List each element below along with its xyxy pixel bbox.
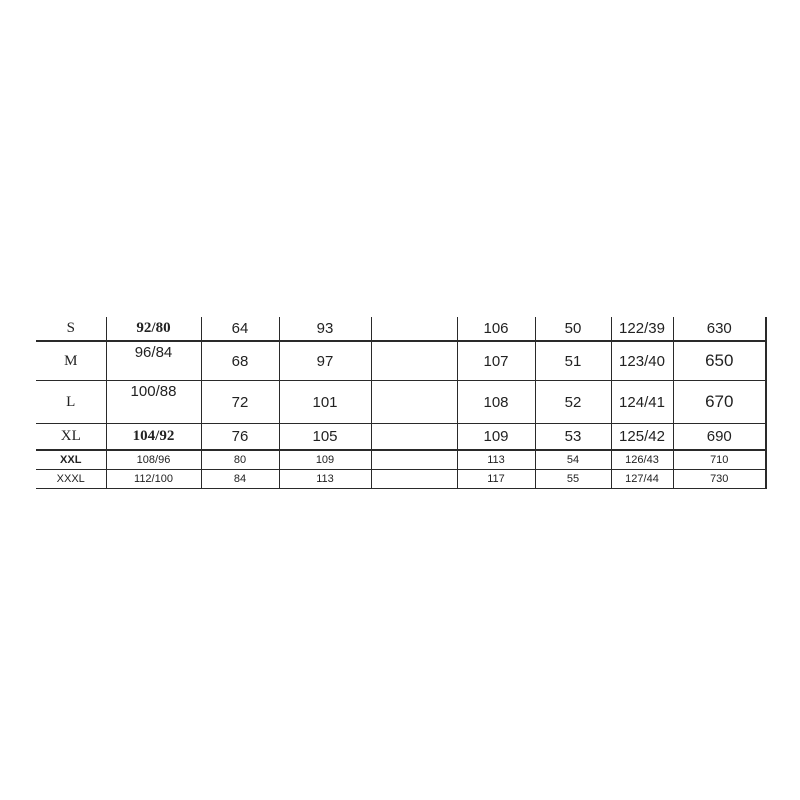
table-cell: 84 — [201, 470, 279, 489]
table-cell: 113 — [279, 470, 371, 489]
table-cell: 108 — [457, 381, 535, 424]
table-cell: 51 — [535, 341, 611, 381]
table-cell: 108/96 — [106, 450, 201, 470]
table-cell: 650 — [673, 341, 766, 381]
table-cell: 107 — [457, 341, 535, 381]
table-cell — [371, 381, 457, 424]
table-row — [36, 424, 766, 451]
table-row — [36, 450, 766, 470]
table-row — [36, 341, 766, 381]
table-cell: 55 — [535, 470, 611, 489]
table-cell: 92/80 — [106, 317, 201, 341]
table-cell: 50 — [535, 317, 611, 341]
table-cell: 125/42 — [611, 424, 673, 451]
table-cell: 52 — [535, 381, 611, 424]
table-cell — [371, 341, 457, 381]
table-cell — [371, 424, 457, 451]
table-cell: 113 — [457, 450, 535, 470]
table-cell: 53 — [535, 424, 611, 451]
table-cell: 123/40 — [611, 341, 673, 381]
size-label-cell: L — [36, 381, 106, 424]
size-chart-table — [36, 317, 767, 489]
size-label-cell: S — [36, 317, 106, 341]
table-row — [36, 470, 766, 489]
table-cell: 100/88 — [106, 381, 201, 424]
table-cell: 122/39 — [611, 317, 673, 341]
table-cell: 76 — [201, 424, 279, 451]
table-cell: 690 — [673, 424, 766, 451]
table-cell: 64 — [201, 317, 279, 341]
table-cell — [371, 450, 457, 470]
table-cell: 104/92 — [106, 424, 201, 451]
table-cell: 54 — [535, 450, 611, 470]
table-cell — [371, 317, 457, 341]
table-cell: 93 — [279, 317, 371, 341]
size-label-cell: XXXL — [36, 470, 106, 489]
table-cell: 112/100 — [106, 470, 201, 489]
table-cell: 101 — [279, 381, 371, 424]
size-label-cell: M — [36, 341, 106, 381]
table-cell: 127/44 — [611, 470, 673, 489]
table-cell — [371, 470, 457, 489]
table-cell: 126/43 — [611, 450, 673, 470]
table-row — [36, 317, 766, 341]
table-cell: 730 — [673, 470, 766, 489]
size-label-cell: XL — [36, 424, 106, 451]
table-cell: 630 — [673, 317, 766, 341]
size-label-cell: XXL — [36, 450, 106, 470]
table-cell: 117 — [457, 470, 535, 489]
table-cell: 109 — [279, 450, 371, 470]
table-cell: 670 — [673, 381, 766, 424]
table-cell: 72 — [201, 381, 279, 424]
table-cell: 80 — [201, 450, 279, 470]
table-cell: 68 — [201, 341, 279, 381]
table-cell: 97 — [279, 341, 371, 381]
table-cell: 105 — [279, 424, 371, 451]
table-cell: 109 — [457, 424, 535, 451]
table-cell: 124/41 — [611, 381, 673, 424]
table-cell: 710 — [673, 450, 766, 470]
table-cell: 96/84 — [106, 341, 201, 381]
table-row — [36, 381, 766, 424]
table-cell: 106 — [457, 317, 535, 341]
